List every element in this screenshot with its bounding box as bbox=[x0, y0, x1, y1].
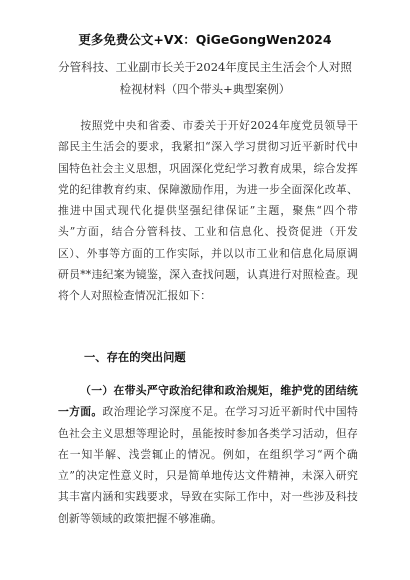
section-heading-problems: 一、存在的突出问题 bbox=[84, 350, 186, 364]
subsection-paragraph bbox=[58, 380, 358, 529]
title-line-2: 检视材料（四个带头+典型案例） bbox=[119, 82, 291, 96]
intro-paragraph bbox=[58, 115, 358, 307]
document-title bbox=[40, 56, 370, 100]
subsection-bold-lead: （一）在带头严守政治纪律和政治规矩，维护党的团结统一方面。 bbox=[58, 384, 358, 419]
intro-paragraph-text: 按照党中央和省委、市委关于开好2024年度党员领导干部民主生活会的要求，我紧扣“深入学习贯彻习近平新时代中国特色社会主义思想，巩固深化党纪学习教育成果，综合发挥党的纪律教育约束、保障激励作用，为进一步全面深化改革、推进中国式现代化提供坚强纪律保证”主题，聚焦“四个带头”方面，结合分管科技、工业和信息化、投资促进（开发区）、外事等方面的工作实际，并以以市工业和信息化局原调研员**违纪案为镜鉴，深入查找问题，认真进行对照检查。现将个人对照检查情况汇报如下： bbox=[58, 119, 358, 303]
title-line-1: 分管科技、工业副市长关于2024年度民主生活会个人对照 bbox=[58, 60, 352, 74]
subsection-text: 政治理论学习深度不足。在学习习近平新时代中国特色社会主义思想等理论时，虽能按时参加各类学习活动，但存在一知半解、浅尝辄止的情况。例如，在组织学习“两个确立”的决定性意义时，只是简单地传达文件精神，未深入研究其丰富内涵和实践要求，导致在实际工作中，对一些涉及科技创新等领域的政策把握不够准确。 bbox=[58, 405, 358, 525]
promo-header: 更多免费公文+VX：QiGeGongWen2024 bbox=[78, 32, 332, 47]
